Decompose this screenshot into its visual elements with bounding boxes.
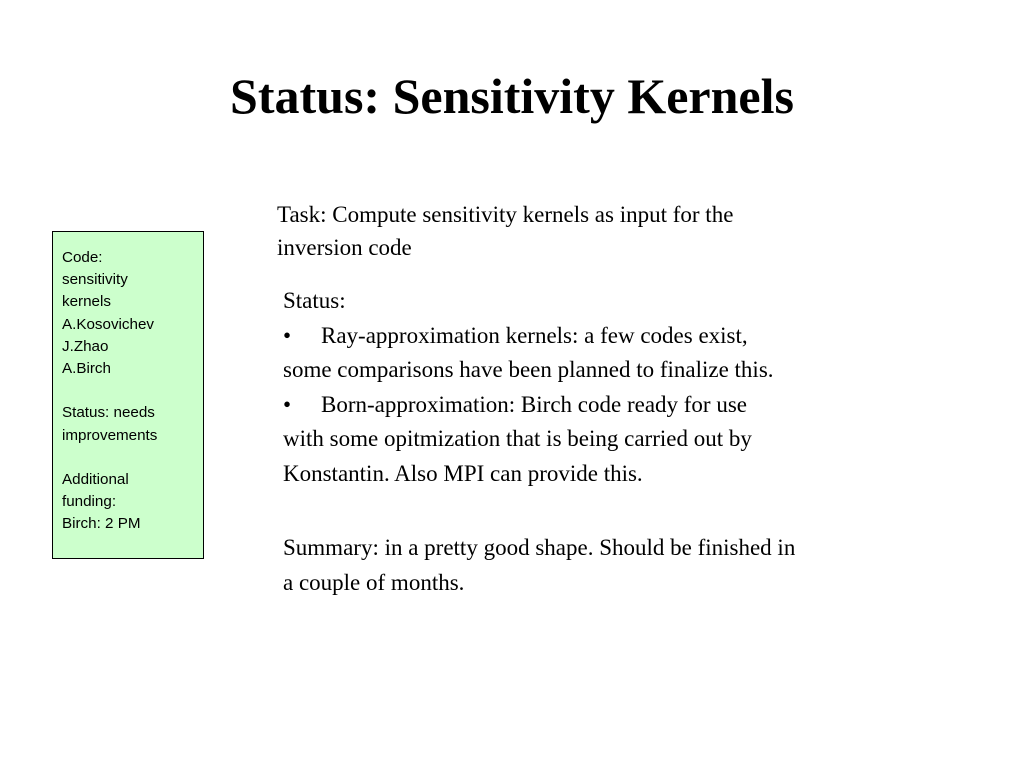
status-heading: Status:	[283, 288, 346, 313]
status-bullet-ray	[283, 319, 923, 354]
side-box-line-author-kosovichev: A.Kosovichev	[62, 315, 155, 333]
slide-title: Status: Sensitivity Kernels	[230, 68, 794, 124]
side-box-line-additional: Additional	[62, 471, 129, 488]
task-description	[277, 198, 877, 264]
bullet-icon: •	[283, 322, 292, 348]
status-section	[283, 284, 923, 491]
side-box-line-birch-pm: Birch: 2 PM	[62, 515, 141, 533]
side-box-line-author-birch: A.Birch	[62, 360, 111, 378]
summary-section	[283, 531, 943, 600]
side-box-line-status: Status: needs	[62, 404, 155, 422]
task-line-1: Task: Compute sensitivity kernels as input for the	[277, 202, 734, 227]
side-box-line-kernels: kernels	[62, 293, 111, 311]
bullet-icon: •	[283, 391, 292, 417]
info-sidebar-box	[52, 231, 204, 559]
side-box-spacer	[62, 447, 203, 469]
status-bullet-ray-text: Ray-approximation kernels: a few codes exist,	[321, 322, 748, 348]
side-box-line-author-zhao: J.Zhao	[62, 337, 109, 355]
status-bullet-born-continuation-2: Konstantin. Also MPI can provide this.	[283, 460, 643, 486]
side-box-line-sensitivity: sensitivity	[62, 271, 128, 289]
status-bullet-born-continuation-1: with some opitmization that is being carried out by	[283, 426, 752, 451]
summary-line-2: a couple of months.	[283, 569, 465, 595]
side-box-line-improvements: improvements	[62, 426, 158, 444]
task-line-2: inversion code	[277, 235, 412, 260]
side-box-line-code: Code:	[62, 249, 103, 266]
status-bullet-ray-continuation: some comparisons have been planned to finalize this.	[283, 357, 774, 382]
status-bullet-born-text: Born-approximation: Birch code ready for use	[321, 391, 748, 417]
side-box-line-funding: funding:	[62, 493, 117, 511]
summary-line-1: Summary: in a pretty good shape. Should be finished in	[283, 535, 796, 560]
status-bullet-born	[283, 388, 923, 423]
side-box-spacer	[62, 380, 203, 402]
